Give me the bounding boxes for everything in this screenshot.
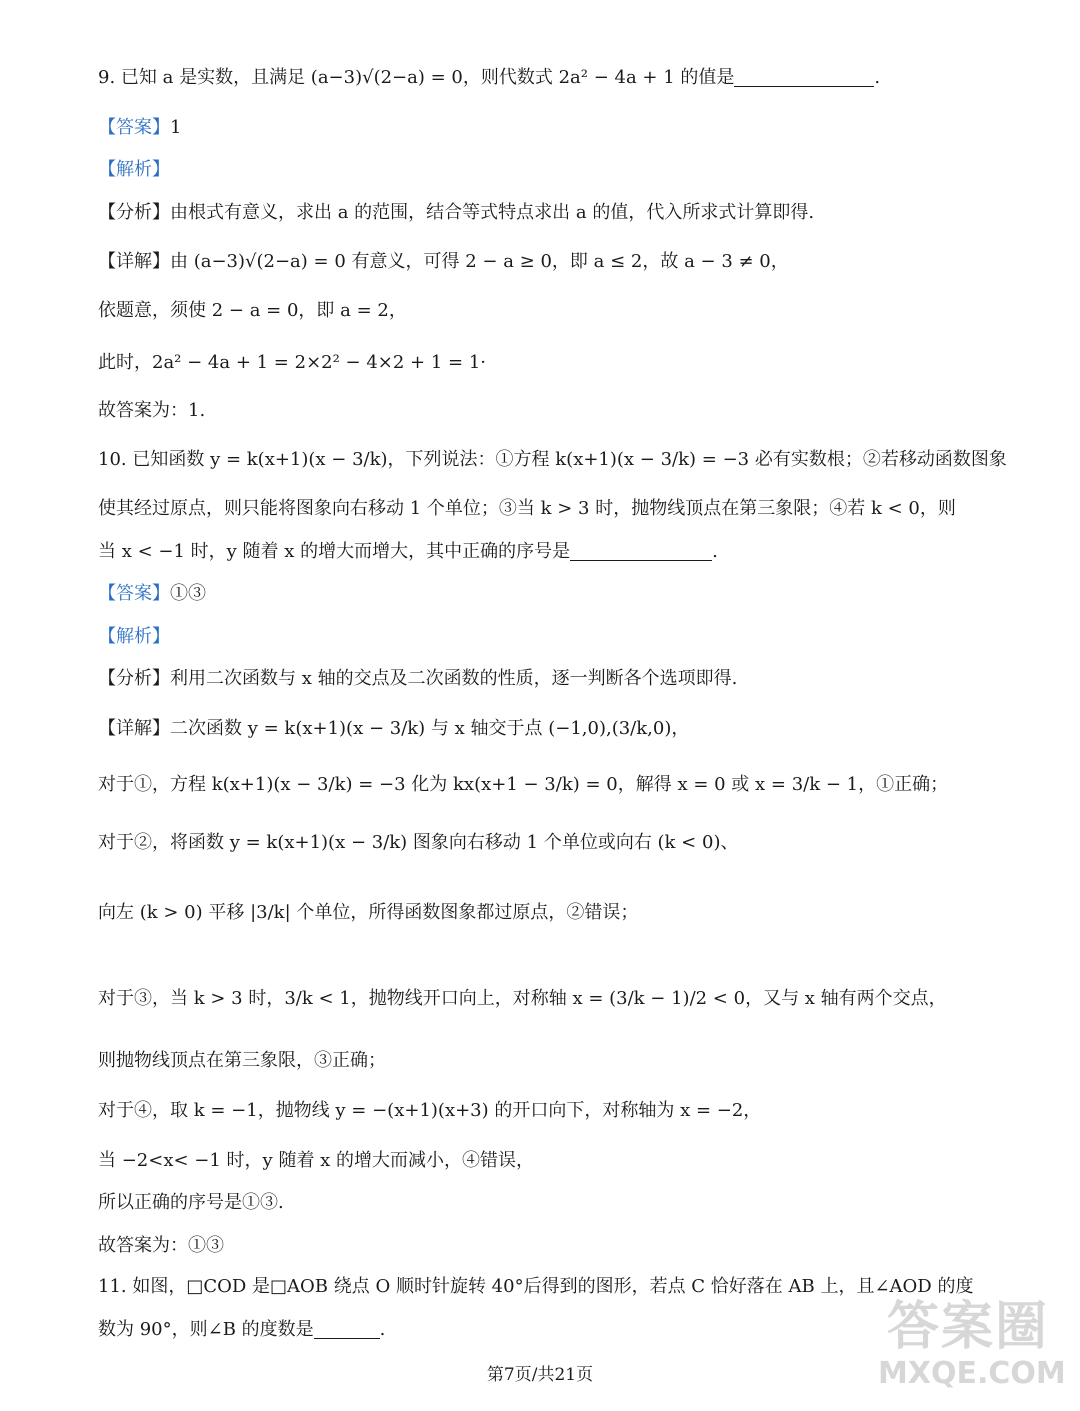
- q9-question: 9. 已知 a 是实数，且满足 (a−3)√(2−a) = 0，则代数式 2a² − 4a + 1 的值是 .: [98, 67, 881, 88]
- q10-detail-2: 对于①，方程 k(x+1)(x − 3/k) = −3 化为 kx(x+1 − 3/k) = 0，解得 x = 0 或 x = 3/k − 1，①正确；: [98, 774, 949, 795]
- q9-detail-1: 【详解】由 (a−3)√(2−a) = 0 有意义，可得 2 − a ≥ 0，即 a ≤ 2，故 a − 3 ≠ 0，: [98, 251, 789, 272]
- q11-answer-blank: [314, 1318, 380, 1339]
- q9-answer-blank: [734, 66, 874, 87]
- watermark-url: MXQE.COM: [878, 1356, 1066, 1391]
- answer-tag: 【答案】: [98, 117, 170, 138]
- q9-fenxi: 【分析】由根式有意义，求出 a 的范围，结合等式特点求出 a 的值，代入所求式计算即得.: [98, 202, 815, 223]
- q10-detail-9: 所以正确的序号是①③.: [98, 1192, 284, 1213]
- q10-detail-4: 向左 (k > 0) 平移 |3/k| 个单位，所得函数图象都过原点，②错误；: [98, 902, 639, 923]
- q10-detail-10: 故答案为：①③: [98, 1235, 224, 1256]
- q10-question-2: 使其经过原点，则只能将图象向右移动 1 个单位；③当 k > 3 时，抛物线顶点在第三象限；④若 k < 0，则: [98, 498, 956, 519]
- q10-detail-7: 对于④，取 k = −1，抛物线 y = −(x+1)(x+3) 的开口向下，对称轴为 x = −2，: [98, 1100, 762, 1121]
- page-footer: 第7页/共21页: [486, 1365, 594, 1385]
- watermark-logo: 答案圈: [886, 1297, 1049, 1357]
- q10-answer-blank: [570, 540, 712, 561]
- q10-detail-3: 对于②，将函数 y = k(x+1)(x − 3/k) 图象向右移动 1 个单位或向右 (k < 0)、: [98, 832, 739, 853]
- q11-question-2: 数为 90°，则∠B 的度数是 .: [98, 1319, 386, 1340]
- q10-fenxi: 【分析】利用二次函数与 x 轴的交点及二次函数的性质，逐一判断各个选项即得.: [98, 668, 738, 689]
- q10-answer: 【答案】①③: [98, 583, 206, 604]
- q10-detail-6: 则抛物线顶点在第三象限，③正确；: [98, 1050, 386, 1071]
- q9-detail-3: 此时，2a² − 4a + 1 = 2×2² − 4×2 + 1 = 1·: [98, 352, 487, 373]
- q10-detail-1: 【详解】二次函数 y = k(x+1)(x − 3/k) 与 x 轴交于点 (−1,0),(3/k,0)，: [98, 718, 690, 739]
- q10-analysis-tag: 【解析】: [98, 626, 170, 647]
- q10-question-3: 当 x < −1 时，y 随着 x 的增大而增大，其中正确的序号是 .: [98, 541, 718, 562]
- watermark: [878, 1297, 1066, 1391]
- q10-question-1: 10. 已知函数 y = k(x+1)(x − 3/k)，下列说法：①方程 k(x+1)(x − 3/k) = −3 必有实数根；②若移动函数图象: [98, 449, 1007, 470]
- q11-question-1: 11. 如图，□COD 是□AOB 绕点 O 顺时针旋转 40°后得到的图形，若点 C 恰好落在 AB 上，且∠AOD 的度: [98, 1276, 974, 1297]
- q9-answer: 【答案】1: [98, 117, 182, 138]
- q9-analysis-tag: 【解析】: [98, 159, 170, 180]
- q10-detail-8: 当 −2<x< −1 时，y 随着 x 的增大而减小，④错误，: [98, 1150, 535, 1171]
- q9-detail-2: 依题意，须使 2 − a = 0，即 a = 2，: [98, 300, 407, 321]
- q9-detail-4: 故答案为：1.: [98, 400, 206, 421]
- q10-detail-5: 对于③，当 k > 3 时，3/k < 1，抛物线开口向上，对称轴 x = (3/k − 1)/2 < 0，又与 x 轴有两个交点，: [98, 988, 947, 1009]
